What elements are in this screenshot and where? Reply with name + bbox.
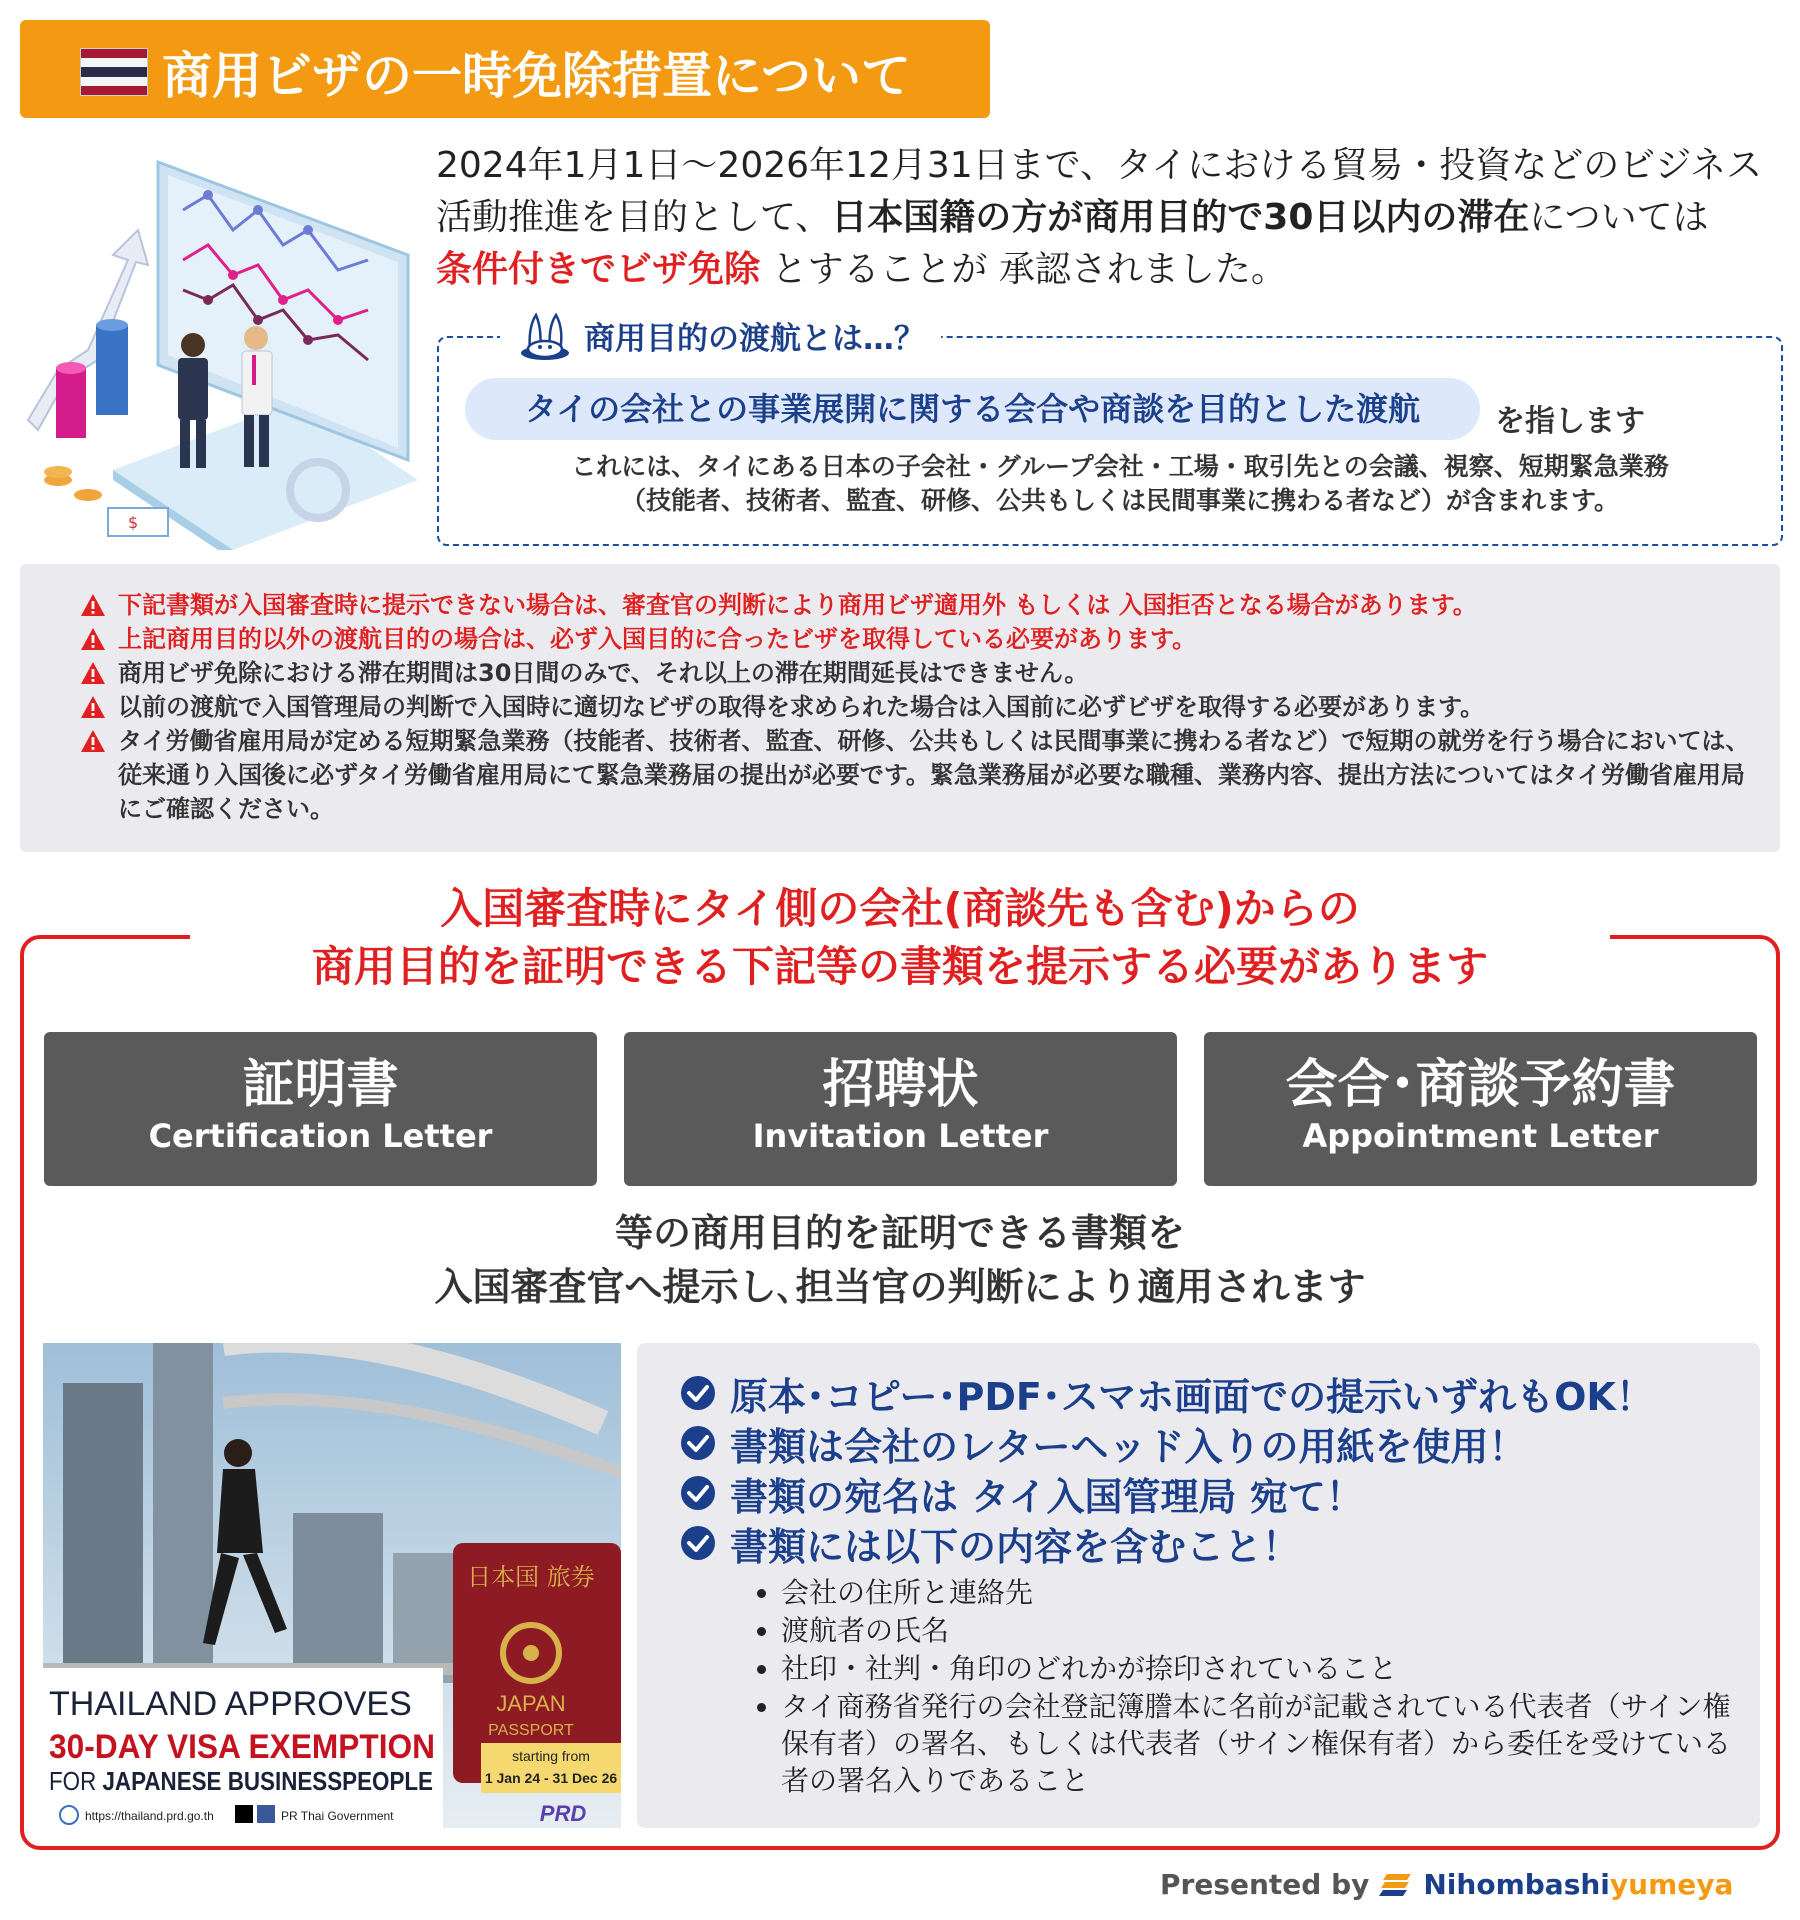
document-note <box>300 1206 1500 1314</box>
checklist-text: 書類の宛名は タイ入国管理局 宛て！ <box>730 1474 1364 1519</box>
yumeya-logo-icon <box>1379 1872 1413 1898</box>
checklist <box>680 1368 1654 1568</box>
document-note-line1: 等の商用目的を証明できる書類を <box>614 1211 1185 1255</box>
promo-line3 <box>49 1766 487 1796</box>
brand-name-a: Nihombashi <box>1423 1868 1610 1901</box>
warning-icon <box>80 593 106 617</box>
checklist-item <box>680 1368 1654 1418</box>
requirement-heading <box>190 880 1610 996</box>
definition-tail: を指します <box>1495 404 1645 439</box>
warning-icon <box>80 729 106 753</box>
intro-text-3: とすることが 承認されました。 <box>771 249 1287 290</box>
promo-line3-bold: JAPANESE BUSINESSPEOPLE <box>102 1766 487 1796</box>
warning-icon <box>80 627 106 651</box>
content-item: • タイ商務省発行の会社登記簿謄本に名前が記載されている代表者（サイン権保有者）の署名、もしくは代表者（サイン権保有者）から委任を受けている者の署名入りであること <box>781 1688 1735 1799</box>
document-certification-letter <box>44 1032 597 1186</box>
promo-line1: THAILAND APPROVES <box>49 1685 412 1723</box>
passport-label: PASSPORT <box>488 1722 574 1739</box>
check-circle-icon <box>680 1425 716 1461</box>
check-circle-icon <box>680 1375 716 1411</box>
required-contents <box>755 1574 1735 1800</box>
brand-name <box>1423 1868 1733 1901</box>
intro-text-2: については <box>1529 197 1709 238</box>
requirement-heading-line2: 商用目的を証明できる下記等の書類を提示する必要があります <box>311 942 1488 991</box>
document-invitation-letter <box>624 1032 1177 1186</box>
document-appointment-letter <box>1204 1032 1757 1186</box>
promo-starting-from: starting from <box>512 1748 590 1764</box>
checklist-text: 書類には以下の内容を含むこと！ <box>730 1524 1301 1569</box>
definition-description <box>470 450 1770 518</box>
presented-by-label: Presented by <box>1160 1868 1370 1901</box>
promo-line3-prefix: FOR <box>49 1766 112 1796</box>
warning-item <box>80 724 1760 826</box>
checklist-item <box>680 1518 1654 1568</box>
content-item: • 会社の住所と連絡先 <box>781 1574 1735 1611</box>
brand-name-b: yumeya <box>1609 1868 1734 1901</box>
warning-text: 以前の渡航で入国管理局の判断で入国時に適切なビザの取得を求められた場合は入国前に必ずビザを取得する必要があります。 <box>118 693 1485 721</box>
checklist-text: 原本･コピー･PDF･スマホ画面での提示いずれもOK！ <box>730 1374 1654 1419</box>
warning-text: 商用ビザ免除における滞在期間は30日間のみで、それ以上の滞在期間延長はできません。 <box>118 659 1089 687</box>
prd-logo: PRD <box>539 1801 587 1826</box>
checklist-text: 書類は会社のレターヘッド入りの用紙を使用！ <box>730 1424 1527 1469</box>
warning-text: タイ労働省雇用局が定める短期緊急業務（技能者、技術者、監査、研修、公共もしくは民間事業に携わる者など）で短期の就労を行う場合においては、従来通り入国後に必ずタイ労働省雇用局にて緊急業務届の提出が必要です。緊急業務届が必要な職種、業務内容、提出方法についてはタイ労働省雇用局にご確認ください。 <box>118 727 1750 823</box>
warning-icon <box>80 661 106 685</box>
warning-icon <box>80 695 106 719</box>
definition-pill: タイの会社との事業展開に関する会合や商談を目的とした渡航 <box>465 378 1480 440</box>
mascot-icon <box>516 309 574 361</box>
x-social-icon <box>235 1805 253 1823</box>
warning-item <box>80 656 1760 690</box>
document-jp-label: 会合･商談予約書 <box>1285 1055 1676 1115</box>
warning-item <box>80 622 1760 656</box>
definition-desc-line2: （技能者、技術者、監査、研修、公共もしくは民間事業に携わる者など）が含まれます。 <box>620 486 1619 515</box>
page-title: 商用ビザの一時免除措置について <box>162 47 911 105</box>
warning-item <box>80 690 1760 724</box>
document-en-label: Appointment Letter <box>1302 1117 1659 1155</box>
facebook-icon <box>257 1805 275 1823</box>
passport-country: JAPAN <box>496 1691 566 1716</box>
document-jp-label: 証明書 <box>242 1055 399 1115</box>
business-illustration <box>18 150 428 550</box>
title-banner <box>20 20 990 118</box>
warning-text: 上記商用目的以外の渡航目的の場合は、必ず入国目的に合ったビザを取得している必要があります。 <box>118 625 1197 653</box>
check-circle-icon <box>680 1525 716 1561</box>
content-item: • 渡航者の氏名 <box>781 1612 1735 1649</box>
warning-text: 下記書類が入国審査時に提示できない場合は、審査官の判断により商用ビザ適用外 もしくは 入国拒否となる場合があります。 <box>118 591 1477 619</box>
content-item: • 社印・社判・角印のどれかが捺印されていること <box>781 1650 1735 1687</box>
document-en-label: Invitation Letter <box>752 1117 1049 1155</box>
required-contents-list <box>755 1574 1735 1799</box>
checklist-item <box>680 1468 1654 1518</box>
intro-paragraph <box>436 140 1781 296</box>
document-jp-label: 招聘状 <box>822 1055 979 1115</box>
footer-credit <box>1160 1868 1733 1901</box>
warning-list <box>80 588 1760 826</box>
thailand-flag-icon <box>80 48 148 96</box>
document-en-label: Certification Letter <box>148 1117 493 1155</box>
promo-url: https://thailand.prd.go.th <box>85 1809 214 1823</box>
promo-photo <box>43 1343 621 1828</box>
promo-dates: 1 Jan 24 - 31 Dec 26 <box>484 1770 618 1786</box>
check-circle-icon <box>680 1475 716 1511</box>
intro-emphasis: 日本国籍の方が商用目的で30日以内の滞在 <box>831 197 1530 238</box>
intro-red-highlight: 条件付きでビザ免除 <box>436 249 761 290</box>
definition-heading-label: 商用目的の渡航とは…？ <box>584 320 925 357</box>
svg-text:$: $ <box>128 513 139 532</box>
checklist-item <box>680 1418 1654 1468</box>
passport-jp-title: 日本国 旅券 <box>467 1563 595 1591</box>
promo-social: PR Thai Government <box>281 1809 394 1823</box>
warning-item <box>80 588 1760 622</box>
document-note-line2: 入国審査官へ提示し､担当官の判断により適用されます <box>434 1265 1366 1309</box>
promo-line2: 30-DAY VISA EXEMPTION <box>49 1728 435 1766</box>
requirement-heading-line1: 入国審査時にタイ側の会社(商談先も含む)からの <box>440 884 1360 933</box>
intro-text-1: 2024年1月1日〜2026年12月31日まで、タイにおける貿易・投資などのビジネス活動推進を目的として、 <box>436 145 1763 238</box>
definition-heading <box>500 300 941 370</box>
definition-desc-line1: これには、タイにある日本の子会社・グループ会社・工場・取引先との会議、視察、短期緊急業務 <box>571 452 1669 481</box>
